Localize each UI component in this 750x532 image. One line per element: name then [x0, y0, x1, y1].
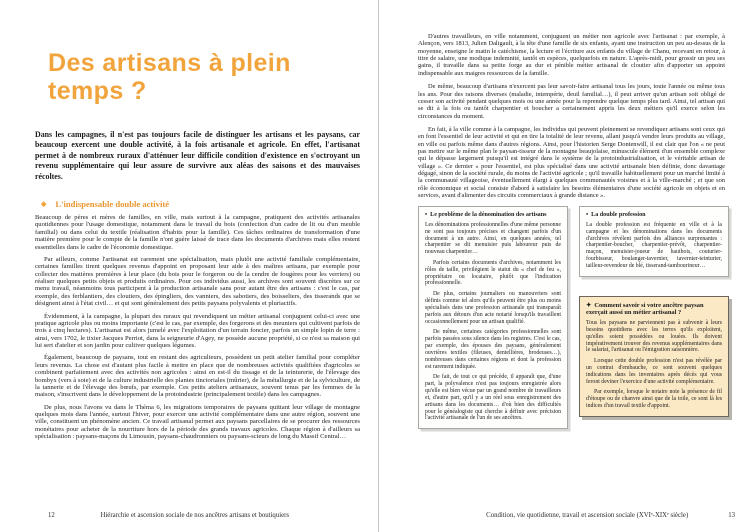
- box-paragraph: Lorsque cette double profession n'est pas révélée par un contrat d'embauche, ce sont souvent quelques indications dans les inventaires après décès qui vous feront deviner l'exercice d'une activité complémentaire.: [586, 358, 722, 385]
- body-paragraph: De même, beaucoup d'artisans n'exercent pas leur savoir-faire artisanal tous les jours, toute l'année ou même tous les ans. Pour des raisons diverses (maladie, intempérie, deuil familial…), il peut arriver qu'un artisan soit obligé de cesser son activité pendant quelques mois ou une année pour la reprendre quelque temps plus tard. Ainsi, tel artisan qui se dit à la fois ou tantôt charpentier et boucher a certainement appris les deux métiers qu'il exerce selon les circonstances du moment.: [418, 83, 725, 120]
- box-paragraph: De même, certaines catégories professionnelles sont parfois passées sous silence dans les registres. C'est le cas, par exemple, des épouses des paysans, généralement ouvrières textiles (fileuses, dentellières, brodeuses…), nombreuses dans certaines régions et dont la profession est rarement indiquée.: [425, 329, 561, 370]
- box-paragraph: De fait, de tout ce qui précède, il apparaît que, d'une part, la polyvalence n'est pas toujours enregistrée alors qu'elle est bien vécue par un grand nombre de travailleurs et, d'autre part, qu'il y a un réel sous enregistrement des artisans dans les documents… d'où bien des difficultés pour le généalogiste qui cherche à définir avec précision l'activité artisanale de l'un de ses ancêtres.: [425, 374, 561, 422]
- sidebar-column-left: [418, 206, 568, 430]
- page-divider: [378, 0, 379, 532]
- box-paragraph: La double profession est fréquente en ville et à la campagne et les dénominations dans les documents d'archives révèlent parfois des alliances surprenantes : charpentier-boucher, charpentier-prévôt, charpentier-maçon, menuisier-joueur de hautbois, couturier-fourbisseur, boulanger-tavernier, tavernier-teinturier, tailleur-revendeur de blé, tisserand-tambourineur…: [586, 221, 722, 269]
- box-ancestor-tip: [579, 296, 729, 417]
- section-heading: [41, 199, 360, 209]
- page-number: 12: [48, 512, 55, 519]
- body-paragraph: Également, beaucoup de paysans, tout en restant des agriculteurs, possèdent un petit atelier familial pour compléter leurs revenus. La chose est d'autant plus facile à mettre en place que de nombreuses activités qualifiées d'agricoles se combinent parfaitement avec des activités non agricoles : ainsi en est-il du tissage et de la teinturerie, de l'élevage des bombyx (vers à soie) et de la culture industrielle des plantes tinctoriales (mûrier), de la métallurgie et de la sylviculture, de la tannerie et de l'élevage des bœufs, par exemple. Ces petits ateliers artisanaux, souvent tenus par les femmes de la maison, s'inscrivent dans le développement de la protoindustrie (principalement textile) dans les campagnes.: [35, 354, 360, 399]
- page-title: Des artisans à plein temps ?: [48, 49, 291, 105]
- body-paragraph: Évidemment, à la campagne, la plupart des ruraux qui revendiquent un métier artisanal conjuguent celui-ci avec une pratique agricole plus ou moins importante (c'est le cas, par exemple, des forgerons et des meuniers qui cultivent parfois de trois à cinq hectares). L'artisanat est alors jumelé avec l'exploitation d'un terrain foncier, parfois un simple lopin de terre : ainsi, vers 1702, le tixier Jacques Perriot, dans la seigneurie d'Agey, ne possède aucune propriété, si ce n'est sa maison qui lui sert d'atelier et son jardin pour cultiver quelques légumes.: [35, 312, 360, 350]
- running-title: Hiérarchie et ascension sociale de nos ancêtres artisans et boutiquiers: [100, 512, 290, 519]
- bullet-icon: •: [586, 211, 589, 218]
- body-paragraph: De plus, nous l'avons vu dans le Théma 6, les migrations temporaires de paysans quittant leur village de montagne quelques mois dans l'année, surtout l'hiver, pour exercer une activité complémentaire dans une autre région, souvent une ville, constituent un phénomène ancien. Ce travail artisanal permet aux paysans parcellaires de se procurer des ressources monétaires pour acheter de la nourriture hors de la période des grands travaux agricoles. Chaque région à d'ailleurs sa spécialisation : paysans-maçons du Limousin, paysans-chaudronniers ou paysans-scieurs de long du Massif Central…: [35, 403, 360, 441]
- box-title-label: La double profession: [591, 211, 646, 218]
- box-double-profession-title: [586, 212, 722, 219]
- star-bullet-icon: ✦: [586, 301, 592, 309]
- body-paragraph: Par ailleurs, comme l'artisanat est rarement une spécialisation, mais plutôt une activité familiale complémentaire, certaines familles tirent quelques revenus d'appoint en proposant leur aide à des maîtres artisans, par exemple pour collecter des matières premières à leur place (du bois pour le forgeron ou de la cendre de fougères pour les verriers) ou réaliser quelques petits objets et produits ordinaires. Pour ces individus aussi, les archives sont souvent discrètes sur ce menu travail, néanmoins tous participent à la production artisanale sans pour autant être des artisans : c'est le cas, par exemple, des ferblantiers, des cloutiers, des épingliers, des vanniers, des sabotiers, des boisseliers, des tisserands que se désignent ainsi à l'état civil… et qui sont généralement des petits paysans polyvalents et pluriactifs.: [35, 255, 360, 308]
- box-denomination: [418, 206, 568, 430]
- body-paragraph: D'autres travailleurs, en ville notamment, conjuguent un métier non agricole avec l'artisanat : par exemple, à Alençon, vers 1813, Julien Daligault, à la tête d'une famille de six enfants, ayant une instruction un peu au-dessus de la moyenne, enseigne le matin le catéchisme, la lecture et l'écriture aux enfants du village de Chanu, recevant en retour, à titre de salaire, une modique indemnité, tantôt en espèces, quelquefois en nature. L'après-midi, pour grossir un peu ses gains, il travaille dans sa petite forge au dur et pénible métier artisanal de cloutier afin d'apporter un appoint indispensable aux maigres ressources de la famille.: [418, 33, 725, 77]
- sidebar-columns: [418, 206, 725, 430]
- body-paragraph: En fait, à la ville comme à la campagne, les individus qui peuvent pleinement se revendiquer artisans sont ceux qui en font l'essentiel de leur activité et qui en tire la totalité de leur revenu, allant jusqu'à vendre leurs produits au village, en ville ou parfois même dans d'autres régions. Ainsi, pour l'historien Serge Dontenwill, il est clair que l'on « ne peut pas mettre sur le même plan le paysan-tisseur de la montagne beaujolaise, minuscule élément d'un ensemble complexe qui le dépasse largement puisqu'il est intégré dans le système de la protoindustrialisation, et le véritable artisan de village ». Ce dernier « pour l'essentiel, est plus spécialisé dans une activité artisanale bien définie, donc davantage dégagé, sinon de la société rurale, du moins de l'activité agricole ; qu'il travaille habituellement pour un marché limité à la communauté villageoise, éventuellement élargi à quelques communautés voisines et à la ville-marché ; et que son rôle économique et social consiste d'abord à satisfaire les besoins élémentaires d'une société agricole en objets et en services, avant d'alimenter des circuits commerciaux à grande distance ».: [418, 125, 725, 200]
- section-marker-icon: ◆: [41, 200, 47, 209]
- box-paragraph: Parfois certains documents d'archives, notamment les rôles de taille, privilégient le statut du « chef de feu », propriétaire ou locataire, plutôt que l'indication professionnelle.: [425, 260, 561, 287]
- box-double-profession: [579, 206, 729, 277]
- sidebar-column-right: [579, 206, 729, 417]
- box-paragraph: Tous les paysans ne parviennent pas à subvenir à leurs besoins quotidiens avec les terres qu'ils exploitent, qu'elles soient possédées ou louées. Ils doivent impérativement trouver des revenus supplémentaires dans le salariat, l'artisanat ou l'émigration saisonnière.: [586, 320, 722, 354]
- box-title-label: Le problème de la dénomination des artisans: [430, 211, 547, 218]
- page-number: 13: [728, 512, 735, 519]
- box-paragraph: Les dénominations professionnelles d'une même personne ne sont pas toujours précises et changent parfois d'un document à un autre. Ainsi, en quelques années, tel charpentier se dit menuisier puis laboureur puis de nouveau charpentier…: [425, 221, 561, 256]
- body-paragraph: Beaucoup de pères et mères de familles, en ville, mais surtout à la campagne, pratiquent des activités artisanales quotidiennes pour l'usage domestique, notamment dans le travail du bois (confection d'un cadre de lit ou d'un meuble familial) ou dans celui du textile (réalisation d'habits pour la famille). Ces tâches ordinaires de transformation d'une matière première pour le compte de la famille n'ont guère laissé de trace dans les documents d'archives mais elles restent essentielles dans le cadre de l'économie domestique.: [35, 214, 360, 251]
- left-page-footer: [0, 512, 378, 519]
- box-ancestor-tip-title: [586, 302, 722, 317]
- box-title-label: Comment savoir si votre ancêtre paysan exerçait aussi un métier artisanal ?: [586, 301, 704, 317]
- box-paragraph: Par exemple, lorsque le notaire note la présence de fil d'étoupe ou de chanvre ainsi que de la toile, ce sont là les indices d'un travail textile d'appoint.: [586, 389, 722, 410]
- right-page-footer: [380, 512, 750, 519]
- box-paragraph: De plus, certains journaliers ou manouvriers sont définis comme tel alors qu'ils peuvent être plus ou moins spécialisés dans une profession artisanale qui transparaît parfois aux détours d'un acte notarié lorsqu'ils travaillent occasionnellement pour un artisan qualifié.: [425, 291, 561, 325]
- section-heading-label: L'indispensable double activité: [55, 199, 170, 210]
- intro-paragraph: Dans les campagnes, il n'est pas toujours facile de distinguer les artisans et les paysans, car beaucoup exercent une double activité, à la fois artisanale et agricole. En effet, l'artisanat permet à de nombreux ruraux d'atténuer leur difficile condition d'existence en s'octroyant un revenu supplémentaire qui leur assure de survivre aux aléas des saisons et des mauvaises récoltes.: [35, 130, 360, 181]
- box-denomination-title: [425, 212, 561, 219]
- page-right: [380, 0, 750, 532]
- running-title: Condition, vie quotidienne, travail et ascension sociale (XVIᵉ-XIXᵉ siècle): [486, 512, 689, 519]
- bullet-icon: •: [425, 211, 428, 218]
